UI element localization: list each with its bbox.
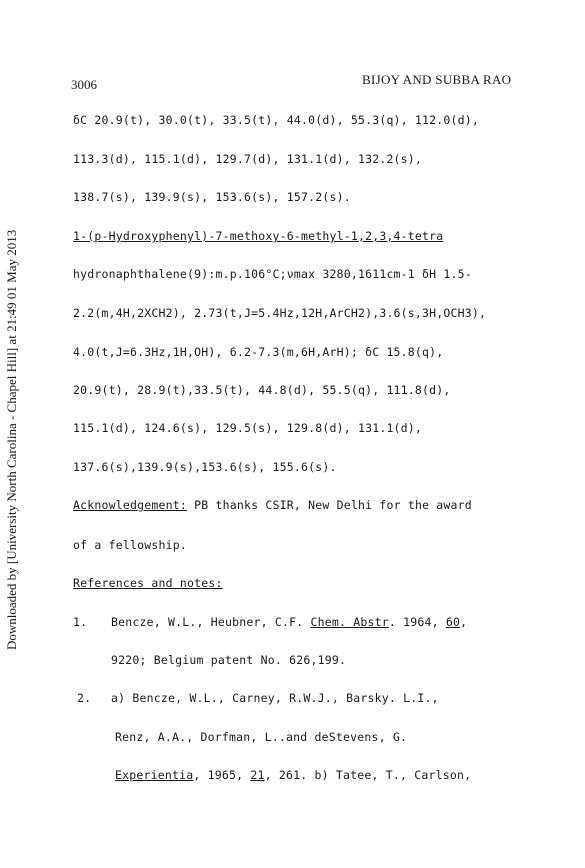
reference-2-journal: Experientia — [115, 768, 194, 782]
reference-2-rest: , 261. b) Tatee, T., Carlson, — [264, 768, 472, 782]
references-heading: References and notes: — [73, 576, 223, 590]
reference-1-year: . 1964, — [388, 615, 446, 629]
running-head: BIJOY AND SUBBA RAO — [362, 72, 512, 87]
compound-line-3: 2.2(m,4H,2XCH2), 2.73(t,J=5.4Hz,12H,ArCH2),3.6(s,3H,OCH3), — [73, 306, 487, 320]
page-number: 3006 — [71, 77, 97, 92]
nmr-line-2: 113.3(d), 115.1(d), 129.7(d), 131.1(d), 132.2(s), — [73, 152, 423, 166]
reference-1-comma: , — [460, 615, 468, 629]
reference-2-volume: 21 — [250, 768, 265, 782]
reference-1-volume: 60 — [445, 615, 461, 629]
reference-2-year: , 1965, — [193, 768, 251, 782]
acknowledgement-text: PB thanks CSIR, New Delhi for the award — [186, 498, 472, 512]
acknowledgement-heading: Acknowledgement: — [73, 498, 187, 512]
compound-line-4: 4.0(t,J=6.3Hz,1H,OH), 6.2-7.3(m,6H,ArH); δC 15.8(q), — [73, 345, 444, 359]
nmr-line-1: δC 20.9(t), 30.0(t), 33.5(t), 44.0(d), 55.3(q), 112.0(d), — [73, 113, 480, 127]
compound-line-6: 115.1(d), 124.6(s), 129.5(s), 129.8(d), 131.1(d), — [73, 421, 423, 435]
acknowledgement-paragraph — [73, 498, 472, 512]
reference-1-line-1 — [111, 615, 467, 629]
compound-line-2: hydronaphthalene(9):m.p.106°C;νmax 3280,1611cm-1 δH 1.5- — [73, 267, 472, 281]
reference-2-line-1: a) Bencze, W.L., Carney, R.W.J., Barsky. L.I., — [111, 691, 439, 705]
acknowledgement-text-2: of a fellowship. — [73, 538, 187, 552]
nmr-line-3: 138.7(s), 139.9(s), 153.6(s), 157.2(s). — [73, 190, 351, 204]
reference-1-authors: Bencze, W.L., Heubner, C.F. — [111, 615, 311, 629]
reference-2-line-2: Renz, A.A., Dorfman, L..and deStevens, G. — [115, 730, 408, 744]
reference-1-number: 1. — [73, 615, 88, 629]
compound-title: 1-(p-Hydroxyphenyl)-7-methoxy-6-methyl-1,2,3,4-tetra — [73, 229, 444, 243]
reference-1-journal: Chem. Abstr — [310, 615, 389, 629]
reference-2-line-3 — [115, 768, 471, 782]
reference-2-number: 2. — [77, 691, 92, 705]
reference-1-line-2: 9220; Belgium patent No. 626,199. — [111, 653, 347, 667]
compound-line-7: 137.6(s),139.9(s),153.6(s), 155.6(s). — [73, 460, 337, 474]
download-watermark: Downloaded by [University North Carolina - Chapel Hill] at 21:49 01 May 2013 — [4, 229, 19, 650]
compound-line-5: 20.9(t), 28.9(t),33.5(t), 44.8(d), 55.5(q), 111.8(d), — [73, 383, 451, 397]
